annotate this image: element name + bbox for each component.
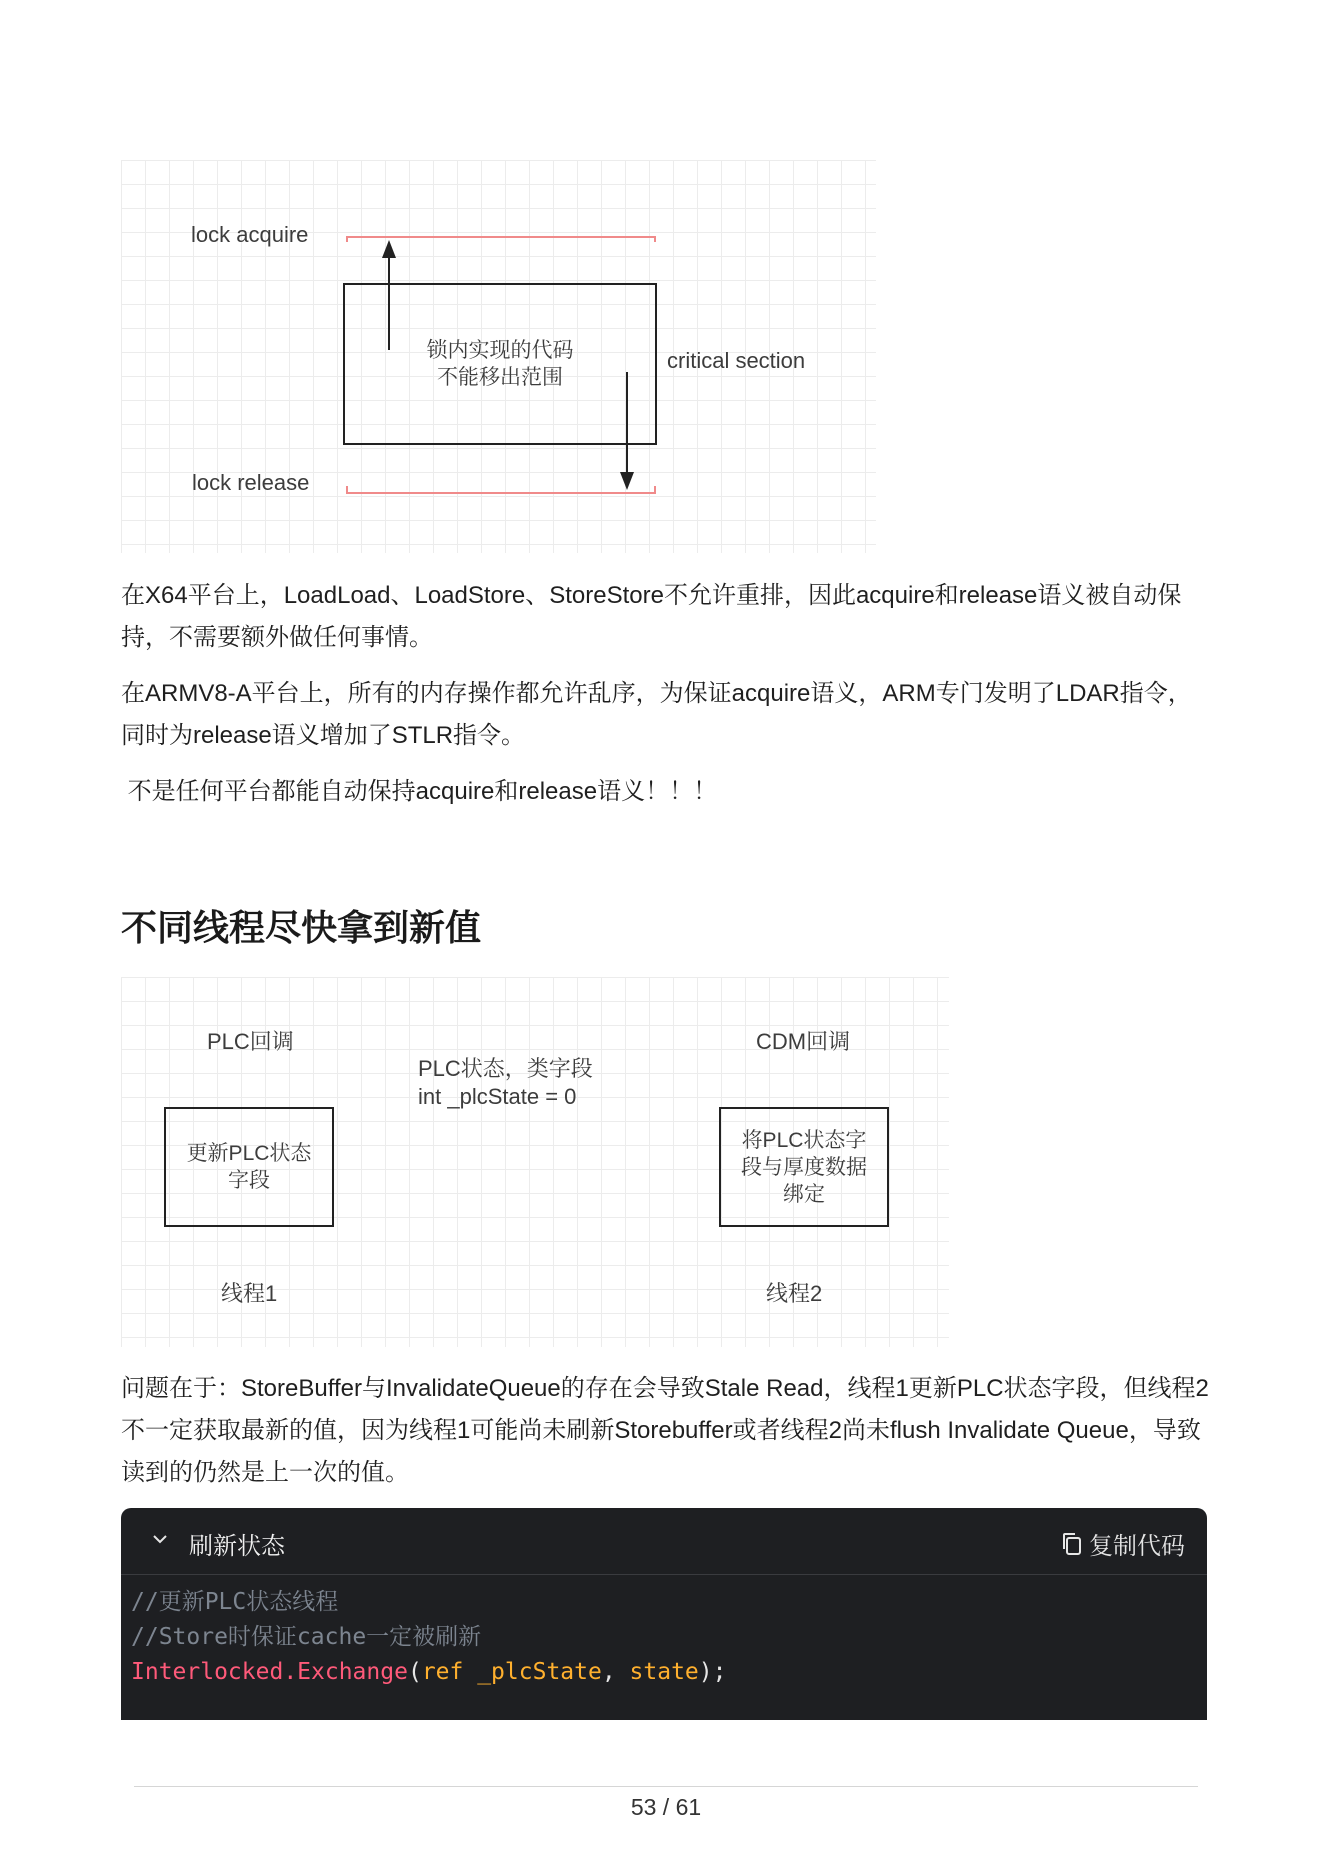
critical-box-line1: 锁内实现的代码 [426,339,574,362]
section-heading: 不同线程尽快拿到新值 [121,907,482,948]
acquire-bracket [347,237,655,242]
plc-state-description [418,1055,593,1111]
copy-icon [1061,1532,1083,1556]
code-statement-line [131,1655,1197,1690]
diagram-thread-plc-state [121,977,949,1347]
lock-acquire-label: lock acquire [191,222,309,247]
critical-section-label: critical section [667,348,806,373]
paragraph-x64: 在X64平台上，LoadLoad、LoadStore、StoreStore不允许重排，因此acquire和release语义被自动保持，不需要额外做任何事情。 [121,582,1182,651]
code-comment-line1: //更新PLC状态线程 [131,1589,339,1615]
code-function: Interlocked.Exchange [131,1659,408,1685]
diagram-lock-critical-section [121,160,876,553]
page-number: 53 / 61 [630,1794,702,1820]
release-bracket [347,486,655,493]
thread1-label: 线程1 [221,1281,278,1306]
code-block-title: 刷新状态 [189,1533,285,1560]
bind-plc-box [719,1107,889,1227]
plc-state-line1: PLC状态，类字段 [418,1056,593,1081]
critical-code-box [343,283,657,445]
critical-box-line2: 不能移出范围 [437,366,563,389]
down-arrow-head [620,472,634,490]
code-comment-line2: //Store时保证cache一定被刷新 [131,1624,482,1650]
chevron-down-icon[interactable] [151,1530,169,1548]
code-arg2: state [629,1659,699,1685]
code-close: ); [698,1659,727,1685]
bind-plc-line2: 段与厚度数据 [741,1155,867,1179]
bind-plc-line3: 绑定 [783,1182,825,1206]
code-keyword: ref [421,1659,464,1685]
lock-release-label: lock release [192,470,310,495]
up-arrow-head [382,240,396,258]
update-plc-line1: 更新PLC状态 [186,1142,312,1165]
paragraph-stale-read: 问题在于：StoreBuffer与InvalidateQueue的存在会导致Stale Read，线程1更新PLC状态字段，但线程2不一定获取最新的值，因为线程1可能尚未刷新Storebuffer或者线程2尚未flush Invalidate Queue，导致读到的仍然是上一次的值。 [121,1375,1209,1486]
paragraph-armv8: 在ARMV8-A平台上，所有的内存操作都允许乱序，为保证acquire语义，ARM专门发明了LDAR指令，同时为release语义增加了STLR指令。 [121,680,1192,749]
update-plc-line2: 字段 [227,1169,270,1192]
paragraph-warning: 不是任何平台都能自动保持acquire和release语义！！！ [121,778,718,805]
code-block [121,1508,1207,1720]
code-arg1: _plcState [463,1659,602,1685]
code-content [121,1575,1207,1700]
copy-code-button[interactable] [1061,1526,1185,1561]
plc-state-line2: int _plcState = 0 [418,1084,577,1109]
footer-divider [134,1786,1198,1787]
plc-callback-label: PLC回调 [207,1029,294,1054]
cdm-callback-label: CDM回调 [756,1029,851,1054]
code-open-paren: ( [407,1659,422,1685]
bind-plc-line1: 将PLC状态字 [741,1128,867,1152]
thread2-label: 线程2 [766,1281,823,1306]
code-comma: , [601,1659,630,1685]
copy-code-label: 复制代码 [1089,1533,1185,1560]
code-block-header [121,1508,1207,1575]
update-plc-box [164,1107,334,1227]
